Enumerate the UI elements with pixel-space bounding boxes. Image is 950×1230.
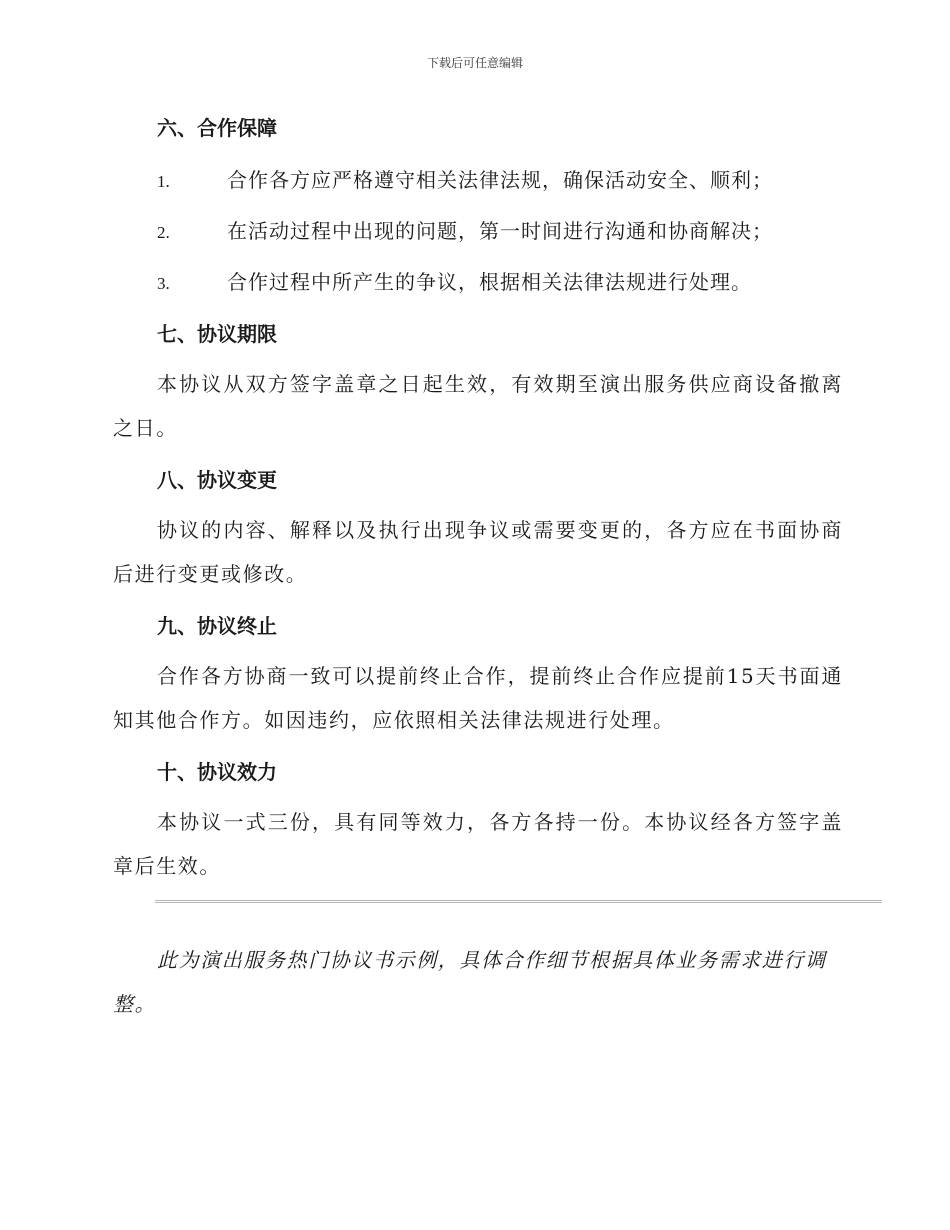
list-item (157, 269, 752, 295)
list-item-number: 3. (157, 274, 170, 293)
list-item (157, 167, 773, 193)
section-body-agreement-term: 本协议从双方签字盖章之日起生效，有效期至演出服务供应商设备撤离之日。 (113, 372, 843, 440)
list-item-number: 1. (157, 172, 170, 191)
section-body-agreement-change: 协议的内容、解释以及执行出现争议或需要变更的，各方应在书面协商后进行变更或修改。 (113, 518, 843, 586)
list-item-text: 在活动过程中出现的问题，第一时间进行沟通和协商解决； (227, 219, 773, 243)
page-header-note: 下载后可任意编辑 (426, 56, 523, 70)
closing-note: 此为演出服务热门协议书示例，具体合作细节根据具体业务需求进行调整。 (113, 948, 827, 1016)
list-item-text: 合作过程中所产生的争议，根据相关法律法规进行处理。 (227, 270, 752, 294)
section-heading-agreement-term: 七、协议期限 (157, 322, 277, 346)
section-body-agreement-termination: 合作各方协商一致可以提前终止合作，提前终止合作应提前15天书面通知其他合作方。如因违约，应依照相关法律法规进行处理。 (113, 664, 843, 732)
section-heading-agreement-validity: 十、协议效力 (157, 760, 277, 784)
section-heading-agreement-change: 八、协议变更 (157, 468, 277, 492)
divider (155, 900, 882, 903)
section-heading-cooperation-guarantee: 六、合作保障 (157, 116, 277, 140)
list-item-number: 2. (157, 223, 170, 242)
section-heading-agreement-termination: 九、协议终止 (157, 614, 277, 638)
list-item-text: 合作各方应严格遵守相关法律法规，确保活动安全、顺利； (227, 168, 773, 192)
section-body-agreement-validity: 本协议一式三份，具有同等效力，各方各持一份。本协议经各方签字盖章后生效。 (113, 810, 843, 878)
list-item (157, 218, 773, 244)
